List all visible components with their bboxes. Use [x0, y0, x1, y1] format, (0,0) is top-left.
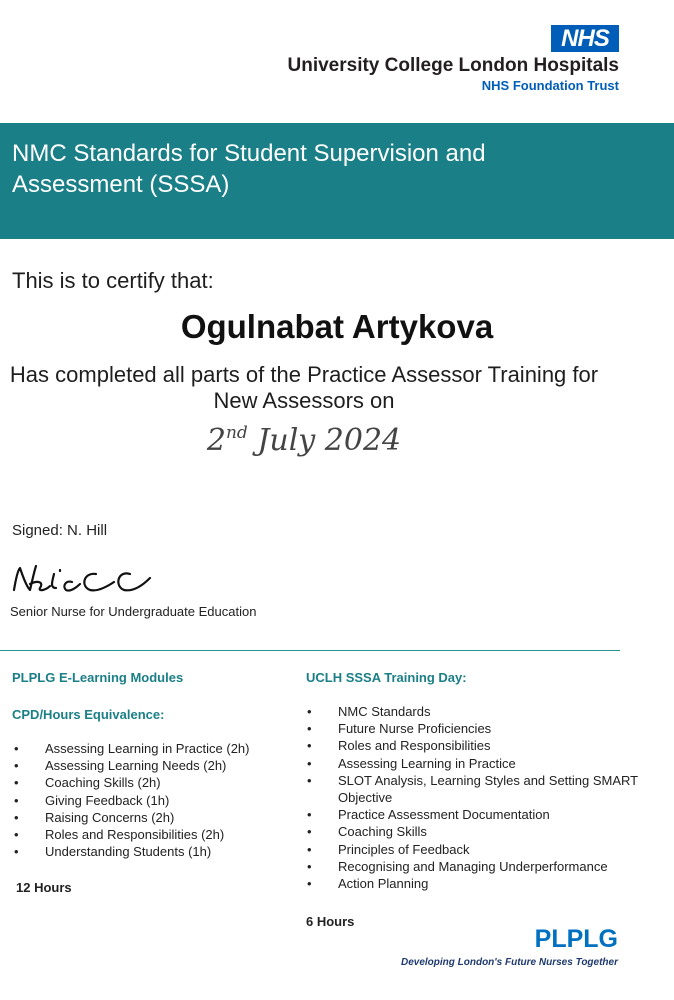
date-day: 2 [206, 423, 226, 458]
list-item: • Coaching Skills (2h) [12, 774, 292, 791]
training-day-hours: 6 Hours [306, 914, 355, 929]
elearning-modules-list [12, 740, 292, 860]
divider [0, 650, 620, 651]
list-item: • SLOT Analysis, Learning Styles and Setting SMART Objective [305, 772, 645, 806]
certificate-title: NMC Standards for Student Supervision and Assessment (SSSA) [12, 140, 486, 198]
date-suffix: nd [225, 423, 248, 443]
list-item: • Principles of Feedback [305, 841, 645, 858]
plplg-logo: PLPLG [534, 925, 618, 953]
list-item: • Assessing Learning Needs (2h) [12, 757, 292, 774]
list-item: • Assessing Learning in Practice (2h) [12, 740, 292, 757]
training-day-topics-list [305, 703, 645, 892]
completion-date [0, 423, 608, 458]
title-banner [0, 123, 674, 239]
list-item: • Practice Assessment Documentation [305, 806, 645, 823]
nhs-logo: NHS [551, 25, 619, 52]
training-day-heading: UCLH SSSA Training Day: [306, 670, 467, 685]
list-item: • Assessing Learning in Practice [305, 755, 645, 772]
list-item: • Future Nurse Proficiencies [305, 720, 645, 737]
certify-line: This is to certify that: [12, 268, 214, 293]
list-item: • Roles and Responsibilities (2h) [12, 826, 292, 843]
plplg-modules-heading: PLPLG E-Learning Modules [12, 670, 184, 685]
list-item: • Understanding Students (1h) [12, 843, 292, 860]
list-item: • NMC Standards [305, 703, 645, 720]
signatory-role: Senior Nurse for Undergraduate Education [10, 604, 257, 619]
list-item: • Recognising and Managing Underperformance [305, 858, 645, 875]
cpd-hours-heading: CPD/Hours Equivalence: [12, 707, 165, 722]
list-item: • Action Planning [305, 875, 645, 892]
handwritten-signature [10, 560, 155, 602]
elearning-hours: 12 Hours [16, 880, 72, 895]
list-item: • Giving Feedback (1h) [12, 792, 292, 809]
signed-by: Signed: N. Hill [12, 522, 108, 539]
plplg-tagline: Developing London's Future Nurses Together [400, 957, 618, 968]
list-item: • Roles and Responsibilities [305, 737, 645, 754]
list-item: • Coaching Skills [305, 823, 645, 840]
list-item: • Raising Concerns (2h) [12, 809, 292, 826]
recipient-name: Ogulnabat Artykova [180, 308, 494, 345]
completion-statement: Has completed all parts of the Practice Assessor Training for New Assessors on [9, 362, 599, 413]
organisation-name: University College London Hospitals [287, 55, 619, 76]
organisation-subtitle: NHS Foundation Trust [481, 78, 619, 93]
date-month-year: July 2024 [257, 423, 402, 458]
